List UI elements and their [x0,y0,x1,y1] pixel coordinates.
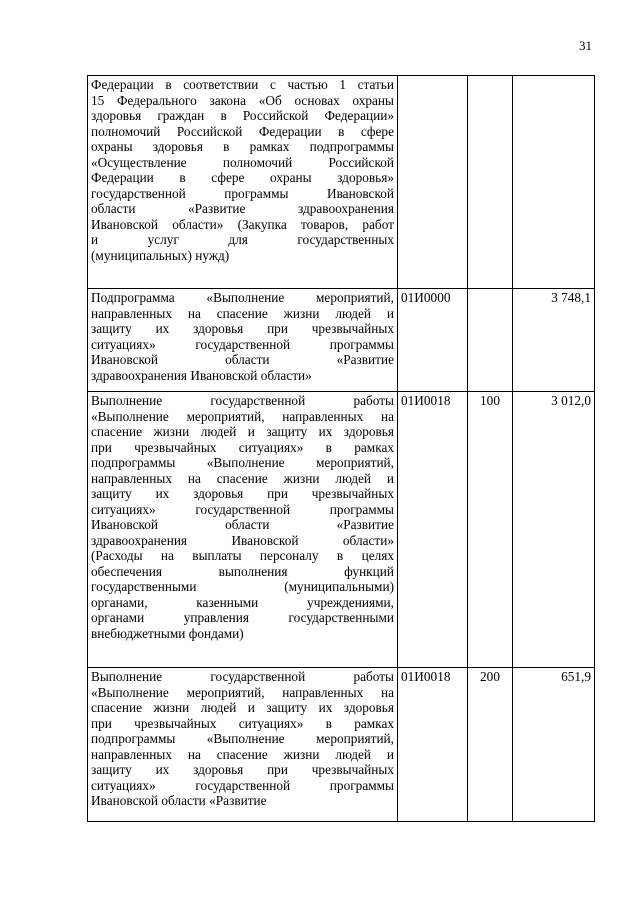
expense-name-line: Ивановской области «Развитие [91,352,394,367]
expense-name-line: 15 Федерального закона «Об основах охраны [91,92,394,108]
expense-name-line: Подпрограмма «Выполнение мероприятий, [91,290,394,305]
budget-table-body [88,76,595,822]
expense-name-line: направленных на спасение жизни людей и [91,305,394,321]
table-row [88,289,595,392]
expense-name-line: направленных на спасение жизни людей и [91,470,394,486]
expense-name-line: и услуг для государственных [91,232,394,247]
expense-name-line: (Расходы на выплаты персоналу в целях [91,548,394,563]
expense-type-cell [468,289,513,392]
expense-name-line: здравоохранения Ивановской области» [91,532,394,548]
expense-name-line: «Осуществление полномочий Российской [91,154,394,170]
expense-name-line: подпрограммы «Выполнение мероприятий, [91,455,394,470]
expense-name-line: направленных на спасение жизни людей и [91,746,394,762]
expense-name-line: Ивановской области» (Закупка товаров, работ [91,216,394,232]
expense-name-line: «Выполнение мероприятий, направленных на [91,408,394,424]
expense-type-cell: 100 [468,392,513,668]
expense-name-line: здравоохранения Ивановской области» [91,367,312,383]
amount-cell [513,76,595,289]
expense-name-line: обеспечения выполнения функций [91,563,394,579]
table-row [88,392,595,668]
expense-name-line: государственными (муниципальными) [91,579,394,594]
expense-name-line: при чрезвычайных ситуациях» в рамках [91,439,394,455]
expense-name-line: Федерации в сфере охраны здоровья» [91,170,394,185]
expense-name-line: ситуациях» государственной программы [91,777,394,793]
expense-name-line: области «Развитие здравоохранения [91,201,394,216]
expense-name-line: внебюджетными фондами) [91,625,244,641]
target-article-code-cell [398,76,468,289]
budget-table [87,75,595,822]
expense-name-line: при чрезвычайных ситуациях» в рамках [91,715,394,731]
expense-type-cell [468,76,513,289]
expense-name-line: органами, казенными учреждениями, [91,594,394,610]
expense-name-line: здоровья граждан в Российской Федерации» [91,108,394,123]
expense-name-line: Федерации в соответствии с частью 1 статьи [91,77,394,92]
expense-name-cell [88,668,398,822]
amount-cell: 651,9 [513,668,595,822]
expense-name-line: защиту их здоровья при чрезвычайных [91,486,394,501]
target-article-code-cell: 01И0018 [398,668,468,822]
expense-name-line: охраны здоровья в рамках подпрограммы [91,139,394,154]
expense-name-line: «Выполнение мероприятий, направленных на [91,684,394,700]
expense-name-line: спасение жизни людей и защиту их здоровья [91,700,394,715]
expense-name-line: Выполнение государственной работы [91,393,394,408]
amount-cell: 3 012,0 [513,392,595,668]
expense-name-line: защиту их здоровья при чрезвычайных [91,321,394,336]
expense-name-cell [88,76,398,289]
expense-name-line: (муниципальных) нужд) [91,247,230,263]
table-row [88,76,595,289]
expense-name-cell [88,289,398,392]
expense-name-line: органами управления государственными [91,610,394,625]
expense-name-line: государственной программы Ивановской [91,185,394,201]
target-article-code-cell: 01И0000 [398,289,468,392]
expense-name-line: ситуациях» государственной программы [91,501,394,517]
table-row [88,668,595,822]
expense-name-line: Выполнение государственной работы [91,669,394,684]
expense-type-cell: 200 [468,668,513,822]
amount-cell: 3 748,1 [513,289,595,392]
expense-name-line: спасение жизни людей и защиту их здоровья [91,424,394,439]
expense-name-line: ситуациях» государственной программы [91,336,394,352]
expense-name-line: подпрограммы «Выполнение мероприятий, [91,731,394,746]
expense-name-cell [88,392,398,668]
target-article-code-cell: 01И0018 [398,392,468,668]
expense-name-line: защиту их здоровья при чрезвычайных [91,762,394,777]
expense-name-line: Ивановской области «Развитие [91,793,267,808]
expense-name-line: Ивановской области «Развитие [91,517,394,532]
expense-name-line: полномочий Российской Федерации в сфере [91,123,394,139]
page-number: 31 [579,38,592,53]
